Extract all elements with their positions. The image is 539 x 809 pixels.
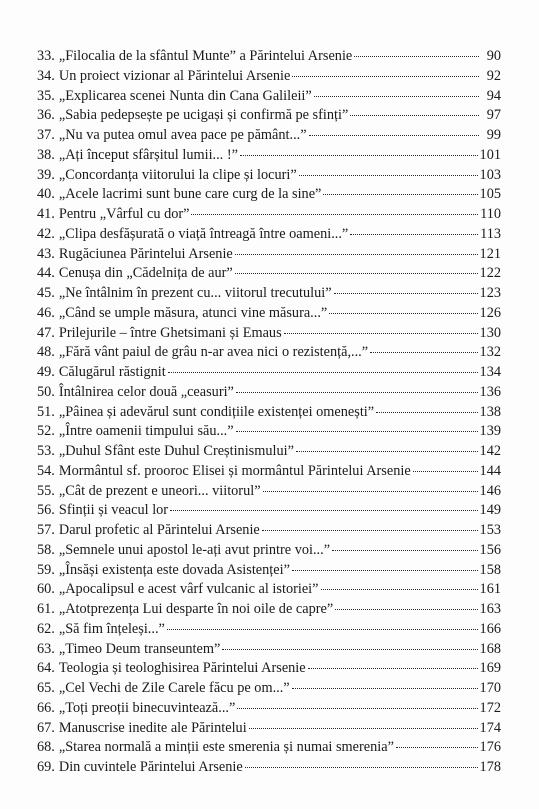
entry-title: „Cât de prezent e uneori... viitorul” xyxy=(58,482,261,499)
dot-leader xyxy=(236,392,478,393)
entry-title: „Clipa desfășurată o viață întreagă între oameni...” xyxy=(58,225,349,242)
toc-entry xyxy=(37,422,501,442)
page-number: 121 xyxy=(479,245,501,262)
entry-title: „Explicarea scenei Nunta din Cana Galileii” xyxy=(58,87,312,104)
toc-entry xyxy=(37,482,501,502)
toc-entry xyxy=(37,245,501,265)
entry-number: 33. xyxy=(37,48,55,64)
entry-number: 62. xyxy=(37,620,55,637)
page-number: 176 xyxy=(479,739,501,756)
entry-number: 66. xyxy=(37,699,55,716)
dot-leader xyxy=(376,412,477,413)
entry-title: „Pâinea și adevărul sunt condițiile existenței omenești” xyxy=(58,403,375,420)
page-number: 101 xyxy=(479,146,501,163)
entry-title: „Duhul Sfânt este Duhul Creștinismului” xyxy=(58,443,294,459)
entry-title: Teologia și teologhisirea Părintelui Arsenie xyxy=(58,660,306,677)
entry-number: 57. xyxy=(37,522,55,538)
toc-entry xyxy=(37,106,501,126)
entry-number: 37. xyxy=(37,127,55,143)
entry-title: „Concordanța viitorului la clipe și locuri” xyxy=(58,166,297,183)
entry-number: 34. xyxy=(37,67,55,84)
toc-entry xyxy=(37,679,501,699)
entry-title: „Ați început sfârșitul lumii... !” xyxy=(58,146,238,163)
toc-entry xyxy=(37,462,501,482)
entry-number: 61. xyxy=(37,601,55,617)
entry-number: 46. xyxy=(37,304,55,321)
page-number: 139 xyxy=(479,423,501,440)
dot-leader xyxy=(321,589,478,590)
entry-number: 50. xyxy=(37,383,55,400)
entry-title: „Nu va putea omul avea pace pe pământ...” xyxy=(58,127,307,143)
toc-entry xyxy=(37,758,501,778)
entry-title: „Între oamenii timpului său...” xyxy=(58,423,234,440)
dot-leader xyxy=(237,708,477,709)
dot-leader xyxy=(299,175,478,176)
toc-entry xyxy=(37,659,501,679)
page-number: 156 xyxy=(479,541,501,558)
dot-leader xyxy=(170,510,477,511)
entry-title: „Ne întâlnim în prezent cu... viitorul trecutului” xyxy=(58,285,332,301)
toc-entry xyxy=(37,719,501,739)
toc-entry xyxy=(37,541,501,561)
page-number: 172 xyxy=(479,699,501,716)
page-number: 99 xyxy=(486,127,501,143)
page-number: 149 xyxy=(479,502,501,519)
toc-entry xyxy=(37,442,501,462)
dot-leader xyxy=(354,56,479,57)
toc-entry xyxy=(37,640,501,660)
entry-number: 44. xyxy=(37,265,55,282)
entry-title: Pentru „Vârful cu dor” xyxy=(58,206,190,222)
dot-leader xyxy=(323,194,477,195)
dot-leader xyxy=(292,570,478,571)
dot-leader xyxy=(350,115,479,116)
entry-title: „Sabia pedepsește pe ucigași și confirmă pe sfinți” xyxy=(58,107,349,124)
toc-entry xyxy=(37,225,501,245)
entry-number: 69. xyxy=(37,759,55,775)
page-number: 134 xyxy=(479,364,501,380)
toc-entry xyxy=(37,363,501,383)
entry-number: 67. xyxy=(37,719,55,736)
toc-entry xyxy=(37,403,501,423)
dot-leader xyxy=(167,629,478,630)
toc-entry xyxy=(37,324,501,344)
page-number: 161 xyxy=(479,581,501,598)
dot-leader xyxy=(309,135,479,136)
entry-title: Un proiect vizionar al Părintelui Arsenie xyxy=(58,67,291,84)
page-number: 138 xyxy=(479,403,501,420)
dot-leader xyxy=(235,273,478,274)
toc-entry xyxy=(37,343,501,363)
entry-number: 38. xyxy=(37,146,55,163)
dot-leader xyxy=(296,451,478,452)
entry-title: „Când se umple măsura, atunci vine măsura...” xyxy=(58,304,328,321)
dot-leader xyxy=(235,254,478,255)
page-number: 130 xyxy=(479,324,501,341)
entry-title: „Însăși existența este dovada Asistenței” xyxy=(58,561,290,578)
toc-entry xyxy=(37,620,501,640)
entry-number: 35. xyxy=(37,87,55,104)
toc-entry xyxy=(37,87,501,107)
toc-entry xyxy=(37,383,501,403)
toc-entry xyxy=(37,699,501,719)
dot-leader xyxy=(334,293,478,294)
page-number: 113 xyxy=(480,225,501,242)
entry-number: 42. xyxy=(37,225,55,242)
dot-leader xyxy=(168,372,478,373)
entry-title: Manuscrise inedite ale Părintelui xyxy=(58,719,247,736)
page-number: 92 xyxy=(486,67,501,84)
dot-leader xyxy=(191,214,478,215)
page-number: 94 xyxy=(486,87,501,104)
entry-number: 68. xyxy=(37,739,55,756)
dot-leader xyxy=(314,96,479,97)
toc-entry xyxy=(37,47,501,67)
dot-leader xyxy=(262,530,478,531)
entry-title: „Toți preoții binecuvintează...” xyxy=(58,699,236,716)
entry-title: „Să fim înțeleși...” xyxy=(58,620,165,637)
page-number: 144 xyxy=(479,462,501,479)
dot-leader xyxy=(263,491,478,492)
entry-number: 58. xyxy=(37,541,55,558)
entry-number: 53. xyxy=(37,443,55,459)
page-number: 163 xyxy=(479,601,501,617)
entry-title: Întâlnirea celor două „ceasuri” xyxy=(58,383,234,400)
toc-entry xyxy=(37,146,501,166)
entry-number: 54. xyxy=(37,462,55,479)
toc-entry xyxy=(37,501,501,521)
entry-title: Prilejurile – între Ghetsimani și Emaus xyxy=(58,324,282,341)
dot-leader xyxy=(284,333,478,334)
page-number: 170 xyxy=(479,680,501,696)
entry-title: „Starea normală a minții este smerenia și numai smerenia” xyxy=(58,739,394,756)
dot-leader xyxy=(292,688,478,689)
dot-leader xyxy=(222,649,477,650)
dot-leader xyxy=(329,313,477,314)
entry-title: Mormântul sf. prooroc Elisei și mormântul Părintelui Arsenie xyxy=(58,462,411,479)
entry-title: „Semnele unui apostol le-ați avut printre voi...” xyxy=(58,541,331,558)
dot-leader xyxy=(350,234,478,235)
toc-entry xyxy=(37,580,501,600)
page-number: 126 xyxy=(479,304,501,321)
entry-number: 39. xyxy=(37,166,55,183)
page-number: 166 xyxy=(479,620,501,637)
toc-entry xyxy=(37,738,501,758)
entry-title: „Cel Vechi de Zile Carele făcu pe om...” xyxy=(58,680,290,696)
table-of-contents xyxy=(37,47,501,778)
entry-number: 48. xyxy=(37,344,55,361)
entry-title: „Atotprezența Lui desparte în noi oile de capre” xyxy=(58,601,334,617)
dot-leader xyxy=(370,352,477,353)
entry-number: 59. xyxy=(37,561,55,578)
entry-title: „Timeo Deum transeuntem” xyxy=(58,640,221,657)
page-number: 103 xyxy=(479,166,501,183)
toc-entry xyxy=(37,67,501,87)
entry-number: 52. xyxy=(37,423,55,440)
entry-number: 36. xyxy=(37,107,55,124)
toc-entry xyxy=(37,264,501,284)
entry-number: 63. xyxy=(37,640,55,657)
page-number: 122 xyxy=(479,265,501,282)
page-number: 136 xyxy=(479,383,501,400)
dot-leader xyxy=(245,767,478,768)
entry-title: Din cuvintele Părintelui Arsenie xyxy=(58,759,243,775)
entry-number: 40. xyxy=(37,186,55,203)
entry-title: „Fără vânt paiul de grâu n-ar avea nici o rezistență,...” xyxy=(58,344,369,361)
entry-number: 47. xyxy=(37,324,55,341)
toc-entry xyxy=(37,521,501,541)
entry-title: Sfinții și veacul lor xyxy=(58,502,169,519)
entry-number: 55. xyxy=(37,482,55,499)
entry-number: 43. xyxy=(37,245,55,262)
page-number: 158 xyxy=(479,561,501,578)
entry-title: „Apocalipsul e acest vârf vulcanic al istoriei” xyxy=(58,581,319,598)
page-number: 110 xyxy=(480,206,501,222)
dot-leader xyxy=(249,728,478,729)
dot-leader xyxy=(413,471,478,472)
entry-number: 64. xyxy=(37,660,55,677)
page-number: 123 xyxy=(479,285,501,301)
dot-leader xyxy=(308,668,478,669)
toc-entry xyxy=(37,205,501,225)
dot-leader xyxy=(335,609,477,610)
page-number: 90 xyxy=(486,48,501,64)
page-number: 169 xyxy=(479,660,501,677)
page-number: 142 xyxy=(479,443,501,459)
dot-leader xyxy=(240,155,478,156)
dot-leader xyxy=(396,747,478,748)
entry-title: Cenușa din „Cădelnița de aur” xyxy=(58,265,233,282)
entry-title: Rugăciunea Părintelui Arsenie xyxy=(58,245,233,262)
entry-title: Darul profetic al Părintelui Arsenie xyxy=(58,522,260,538)
entry-title: „Filocalia de la sfântul Munte” a Părintelui Arsenie xyxy=(58,48,353,64)
toc-entry xyxy=(37,561,501,581)
dot-leader xyxy=(332,550,478,551)
entry-number: 45. xyxy=(37,285,55,301)
toc-entry xyxy=(37,600,501,620)
page-number: 174 xyxy=(479,719,501,736)
page-number: 97 xyxy=(486,107,501,124)
dot-leader xyxy=(292,76,479,77)
entry-title: Călugărul răstignit xyxy=(58,364,166,380)
entry-number: 65. xyxy=(37,680,55,696)
entry-number: 60. xyxy=(37,581,55,598)
page-number: 132 xyxy=(479,344,501,361)
toc-entry xyxy=(37,126,501,146)
dot-leader xyxy=(236,431,478,432)
toc-entry xyxy=(37,304,501,324)
page-number: 178 xyxy=(479,759,501,775)
toc-entry xyxy=(37,284,501,304)
page-number: 168 xyxy=(479,640,501,657)
page-number: 105 xyxy=(479,186,501,203)
entry-number: 51. xyxy=(37,403,55,420)
page-number: 153 xyxy=(479,522,501,538)
toc-entry xyxy=(37,166,501,186)
entry-title: „Acele lacrimi sunt bune care curg de la sine” xyxy=(58,186,322,203)
entry-number: 49. xyxy=(37,364,55,380)
page-number: 146 xyxy=(479,482,501,499)
entry-number: 41. xyxy=(37,206,55,222)
toc-entry xyxy=(37,185,501,205)
entry-number: 56. xyxy=(37,502,55,519)
